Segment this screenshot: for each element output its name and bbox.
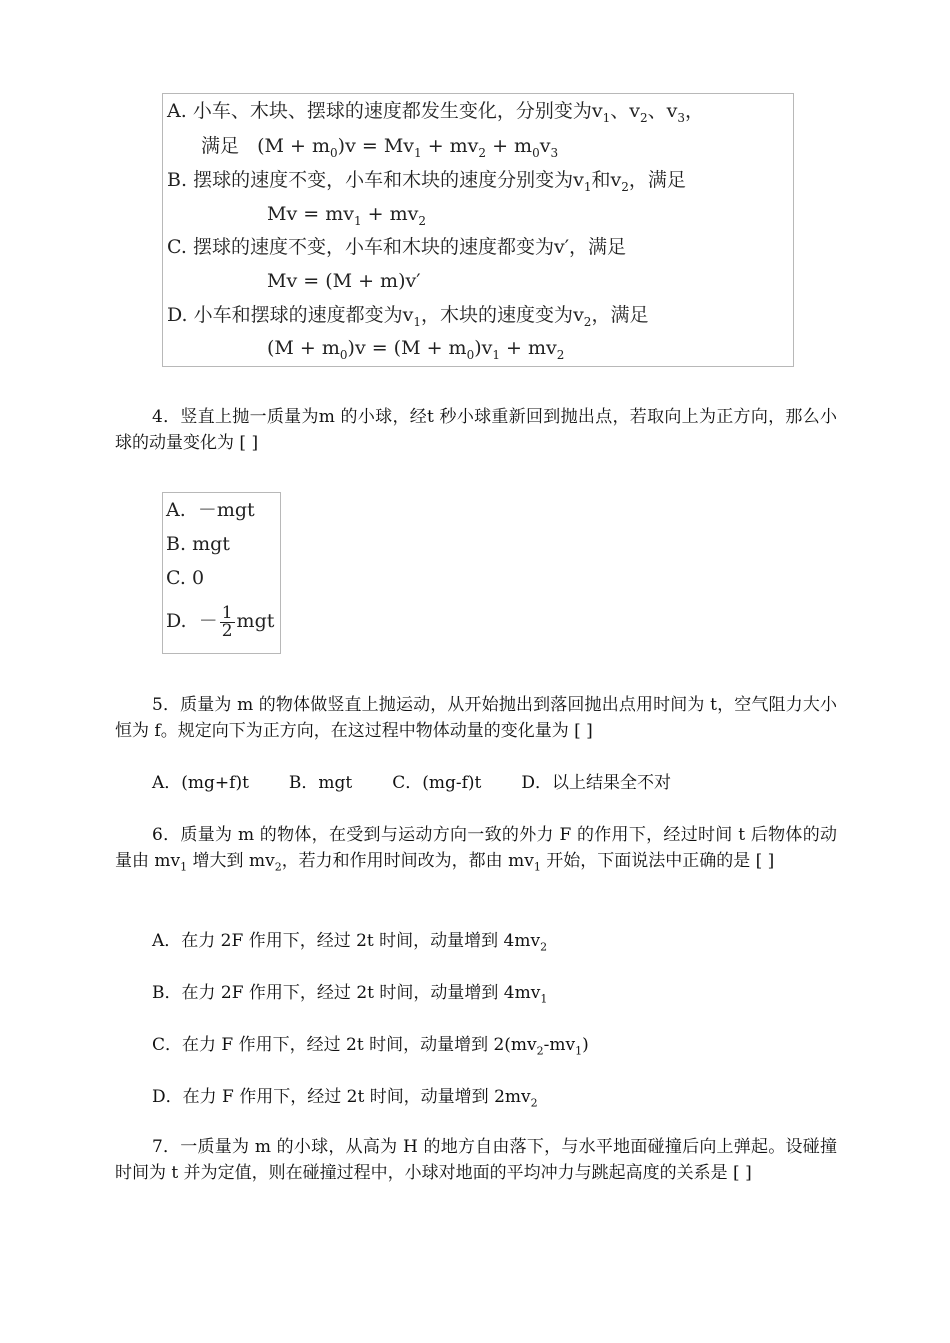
q3-option-b-equation: $Mv = mv_1 + mv_2$ — [267, 203, 426, 228]
q5-option-d: D．以上结果全不对 — [521, 773, 672, 793]
q6-option-c: C．在力 F 作用下，经过 2t 时间，动量增到 $2(mv_2-mv_1)$ — [152, 1035, 589, 1058]
q5-options — [152, 770, 671, 796]
q4-option-c: C. 0 — [166, 567, 205, 589]
q6-option-a: A．在力 2F 作用下，经过 2t 时间，动量增到 $4mv_2$ — [152, 931, 548, 954]
q5-option-a: A．(mg+f)t — [152, 773, 249, 793]
q3-option-a: A. 小车、木块、摆球的速度都发生变化，分别变为$v_1$、$v_2$、$v_3$， — [167, 100, 704, 125]
question-4-text: 4．竖直上抛一质量为m 的小球，经t 秒小球重新回到抛出点，若取向上为正方向，那么小球的动量变化为 [ ] — [115, 407, 837, 453]
q3-option-c: C. 摆球的速度不变，小车和木块的速度都变为v′，满足 — [167, 236, 627, 258]
q3-option-d-equation: $(M + m_0)v = (M + m_0)v_1 + mv_2$ — [267, 337, 565, 362]
q6-option-d: D．在力 F 作用下，经过 2t 时间，动量增到 $2mv_2$ — [152, 1087, 538, 1110]
q5-option-c: C．(mg-f)t — [392, 773, 482, 793]
question-5-text: 5．质量为 m 的物体做竖直上抛运动，从开始抛出到落回抛出点用时间为 t，空气阻力大小恒为 f。规定向下为正方向，在这过程中物体动量的变化量为 [ ] — [115, 695, 837, 741]
q3-option-d: D. 小车和摆球的速度都变为$v_1$，木块的速度变为$v_2$，满足 — [167, 304, 649, 329]
q4-option-d: D. － $\frac{1}{2}$ mgt — [166, 602, 275, 641]
q3-options-figure — [162, 93, 794, 367]
q5-option-b: B．mgt — [288, 773, 353, 793]
q4-option-a: A. －mgt — [166, 499, 255, 521]
fraction-half: $\frac{1}{2}$ — [221, 602, 233, 641]
q3-option-c-equation: Mv = (M + m)v′ — [267, 270, 421, 292]
question-7-text: 7．一质量为 m 的小球，从高为 H 的地方自由落下，与水平地面碰撞后向上弹起。设碰撞时间为 t 并为定值，则在碰撞过程中，小球对地面的平均冲力与跳起高度的关系是 [ ] — [115, 1137, 837, 1183]
q3-option-a-equation: 满足 $(M + m_0)v = Mv_1 + mv_2 + m_0v_3$ — [201, 135, 559, 160]
q6-option-b: B．在力 2F 作用下，经过 2t 时间，动量增到 $4mv_1$ — [152, 983, 548, 1006]
q4-option-b: B. mgt — [166, 533, 230, 555]
q4-options-figure — [162, 492, 281, 654]
question-6-text: 6．质量为 m 的物体，在受到与运动方向一致的外力 F 的作用下，经过时间 t 后物体的动量由 $mv_1$ 增大到 $mv_2$，若力和作用时间改为，都由 $mv_1$ 开始，下面说法中正确的是 [ ] — [115, 825, 837, 874]
q3-option-b: B. 摆球的速度不变，小车和木块的速度分别变为$v_1$和$v_2$，满足 — [167, 169, 686, 194]
